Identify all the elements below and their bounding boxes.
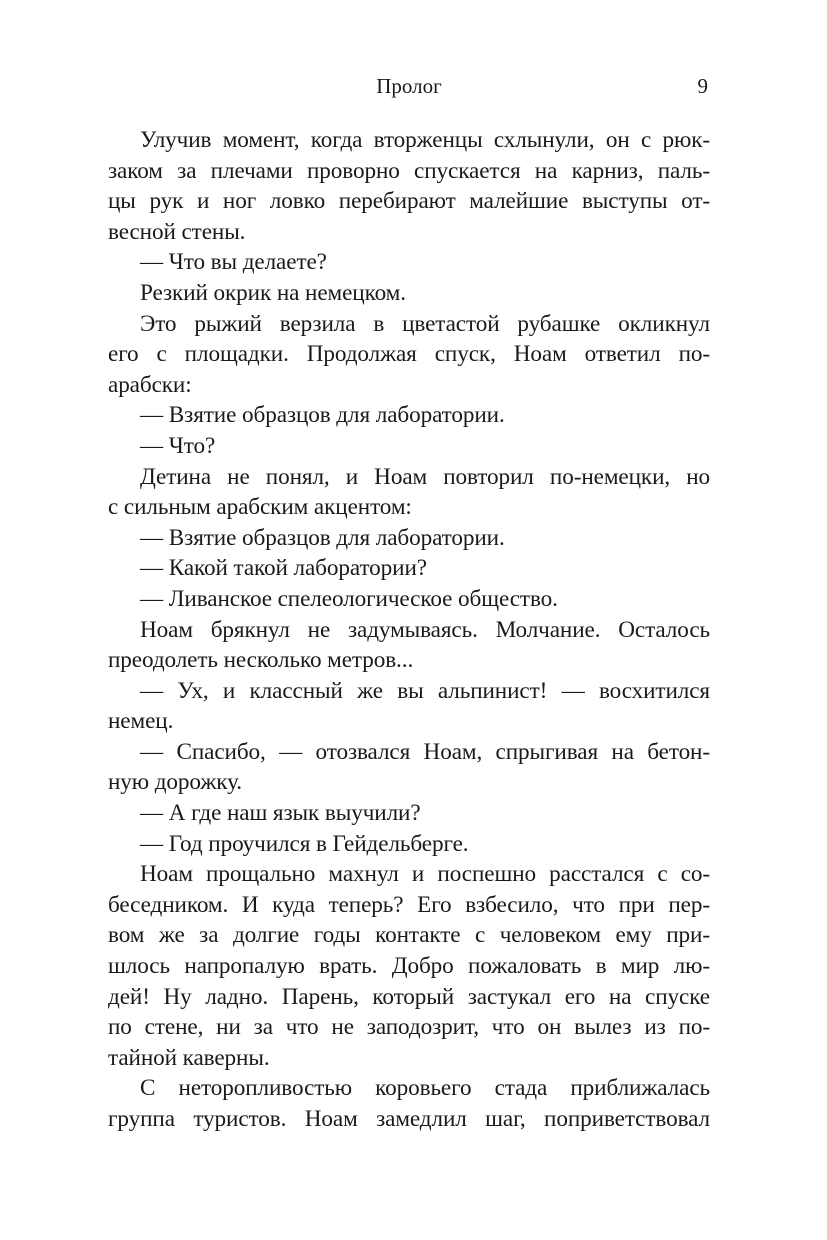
text-line: — Спасибо, — отозвался Ноам, спрыгивая на бетон-: [140, 738, 710, 765]
text-line: шлось напропалую врать. Добро пожаловать в мир лю-: [108, 953, 710, 980]
page-number: 9: [697, 74, 708, 98]
text-line: — Ух, и классный же вы альпинист! — восхитился: [140, 677, 710, 704]
text-line: Это рыжий верзила в цветастой рубашке окликнул: [140, 310, 710, 337]
text-line: группа туристов. Ноам замедлил шаг, поприветствовал: [108, 1106, 710, 1132]
text-line: цы рук и ног ловко перебирают малейшие выступы от-: [108, 188, 710, 215]
text-line: Ноам брякнул не задумываясь. Молчание. Осталось: [140, 616, 710, 643]
text-line: тайной каверны.: [108, 1044, 270, 1071]
text-line: арабски:: [108, 371, 192, 398]
text-line: ную дорожку.: [108, 769, 242, 796]
text-line: вом же за долгие годы контакте с человеком ему при-: [108, 922, 710, 949]
text-line: — Взятие образцов для лаборатории.: [140, 524, 505, 551]
text-line: с сильным арабским акцентом:: [108, 494, 412, 521]
text-line: дей! Ну ладно. Парень, который застукал его на спуске: [108, 983, 710, 1010]
text-line: Улучив момент, когда вторженцы схлынули, он с рюк-: [140, 127, 710, 153]
text-line: — Взятие образцов для лаборатории.: [140, 402, 505, 429]
text-line: заком за плечами проворно спускается на карниз, паль-: [108, 157, 710, 184]
text-line: — А где наш язык выучили?: [140, 800, 421, 827]
text-line: Резкий окрик на немецком.: [140, 279, 406, 306]
text-line: Ноам прощально махнул и поспешно расстался с со-: [140, 861, 710, 888]
text-line: по стене, ни за что не заподозрит, что он вылез из по-: [108, 1014, 710, 1041]
text-line: — Что вы делаете?: [140, 249, 327, 276]
text-line: весной стены.: [108, 218, 246, 245]
text-line: немец.: [108, 708, 174, 735]
running-header: [108, 73, 710, 99]
text-line: преодолеть несколько метров...: [108, 647, 414, 674]
text-line: — Что?: [140, 432, 216, 459]
text-line: — Какой такой лаборатории?: [140, 555, 427, 582]
text-line: — Ливанское спелеологическое общество.: [140, 585, 558, 612]
text-line: беседником. И куда теперь? Его взбесило, что при пер-: [108, 891, 710, 918]
text-line: Детина не понял, и Ноам повторил по-немецки, но: [140, 463, 710, 490]
body-text: [108, 125, 710, 1135]
text-line: его с площадки. Продолжая спуск, Ноам ответил по-: [108, 341, 710, 368]
text-line: С неторопливостью коровьего стада приближалась: [140, 1075, 710, 1102]
text-line: — Год проучился в Гейдельберге.: [140, 830, 469, 857]
chapter-title: Пролог: [376, 74, 442, 98]
